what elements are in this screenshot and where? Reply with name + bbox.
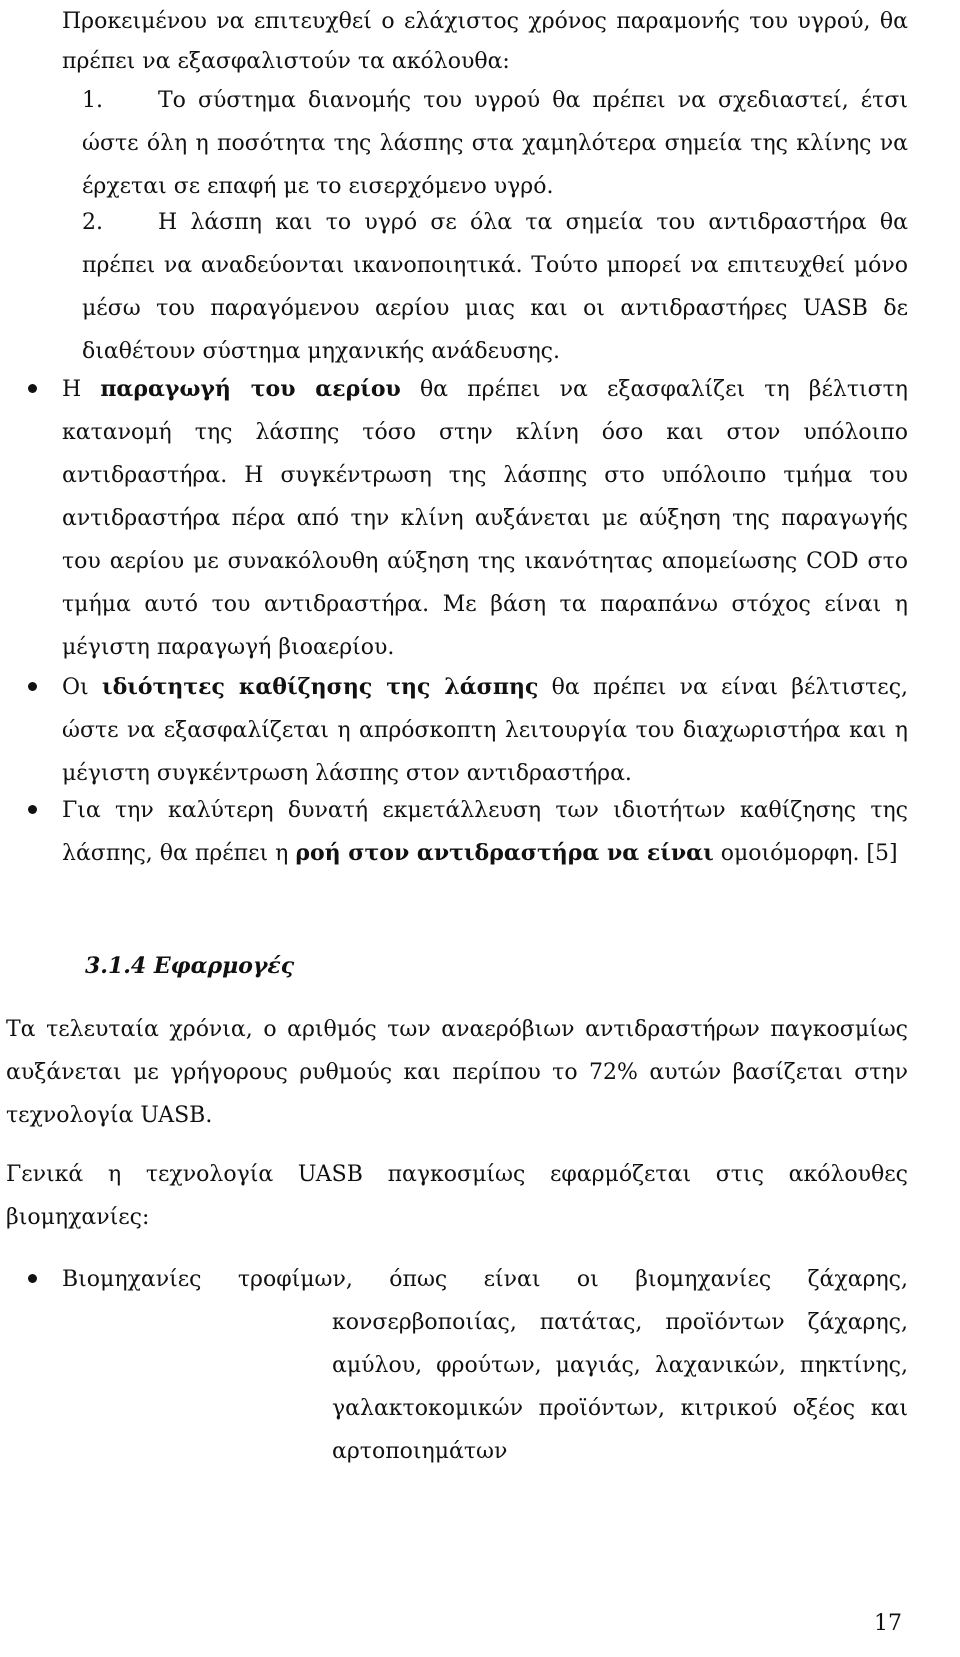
bullet-food-head: Βιομηχανίες τροφίμων, όπως είναι οι βιομηχανίες ζάχαρης, <box>62 1267 908 1292</box>
bullet-text-bold: παραγωγή του αερίου <box>100 376 401 402</box>
bullet-text-post: θα πρέπει να εξασφαλίζει τη βέλτιστη κατανομή της λάσπης τόσο στην κλίνη όσο και στον υπόλοιπο αντιδραστήρα. Η συγκέντρωση της λάσπης στο υπόλοιπο τμήμα του αντιδραστήρα πέρα από την κλίνη αυξάνεται με αύξηση της παραγωγής του αερίου με συνακόλουθη αύξηση της ικανότητας απομείωσης COD στο τμήμα αυτό του αντιδραστήρα. Με βάση τα παραπάνω στόχος είναι η μέγιστη παραγωγή βιοαερίου. <box>62 377 908 660</box>
bullet-icon <box>28 805 37 814</box>
bullet-text-post: θα πρέπει να είναι βέλτιστες, ώστε να εξασφαλίζεται η απρόσκοπτη λειτουργία του διαχωριστήρα και η μέγιστη συγκέντρωση λάσπης στον αντιδραστήρα. <box>62 675 909 786</box>
bullet-text-pre: Η <box>62 377 101 402</box>
bullet-gas-production <box>62 368 908 669</box>
bullet-text-bold: ροή στον αντιδραστήρα να είναι <box>295 840 714 866</box>
bullet-food-industries <box>62 1258 908 1464</box>
numbered-item-1-text: Το σύστημα διανομής του υγρού θα πρέπει να σχεδιαστεί, έτσι ώστε όλη η ποσότητα της λάσπης στα χαμηλότερα σημεία της κλίνης να έρχεται σε επαφή με το εισερχόμενο υγρό. <box>82 88 908 199</box>
bullet-text-post: ομοιόμορφη. [5] <box>713 841 898 866</box>
bullet-text-pre: Για την καλύτερη δυνατή εκμετάλλευση των ιδιοτήτων καθίζησης της λάσπης, θα πρέπει η <box>62 798 908 866</box>
bullet-food-rest: κονσερβοποιίας, πατάτας, προϊόντων ζάχαρης, αμύλου, φρούτων, μαγιάς, λαχανικών, πηκτίνης, γαλακτοκομικών προϊόντων, κιτρικού οξέος και αρτοποιημάτων <box>332 1310 908 1464</box>
bullet-icon <box>28 682 37 691</box>
numbered-item-2-label: 2. <box>82 210 103 235</box>
intro-paragraph: Προκειμένου να επιτευχθεί ο ελάχιστος χρόνος παραμονής του υγρού, θα πρέπει να εξασφαλιστούν τα ακόλουθα: <box>62 9 908 74</box>
bullet-text-pre: Οι <box>62 675 102 700</box>
paragraph-uasb-industries: Γενικά η τεχνολογία UASB παγκοσμίως εφαρμόζεται στις ακόλουθες βιομηχανίες: <box>6 1162 908 1230</box>
numbered-item-1 <box>82 79 908 208</box>
page-number: 17 <box>874 1611 902 1636</box>
numbered-item-2-text: Η λάσπη και το υγρό σε όλα τα σημεία του αντιδραστήρα θα πρέπει να αναδεύονται ικανοποιητικά. Τούτο μπορεί να επιτευχθεί μόνο μέσω του παραγόμενου αερίου μιας και οι αντιδραστήρες UASB δε διαθέτουν σύστημα μηχανικής ανάδευσης. <box>82 210 908 364</box>
section-heading: 3.1.4 Εφαρμογές <box>85 953 295 979</box>
bullet-text-bold: ιδιότητες καθίζησης της λάσπης <box>101 674 539 700</box>
bullet-uniform-flow <box>62 789 908 875</box>
numbered-item-2 <box>82 201 908 373</box>
bullet-icon <box>28 1274 37 1283</box>
paragraph-uasb-growth: Τα τελευταία χρόνια, ο αριθμός των αναερόβιων αντιδραστήρων παγκοσμίως αυξάνεται με γρήγορους ρυθμούς και περίπου το 72% αυτών βασίζεται στην τεχνολογία UASB. <box>6 1017 908 1128</box>
bullet-icon <box>28 384 37 393</box>
numbered-item-1-label: 1. <box>82 88 103 113</box>
bullet-settling-properties <box>62 666 908 795</box>
